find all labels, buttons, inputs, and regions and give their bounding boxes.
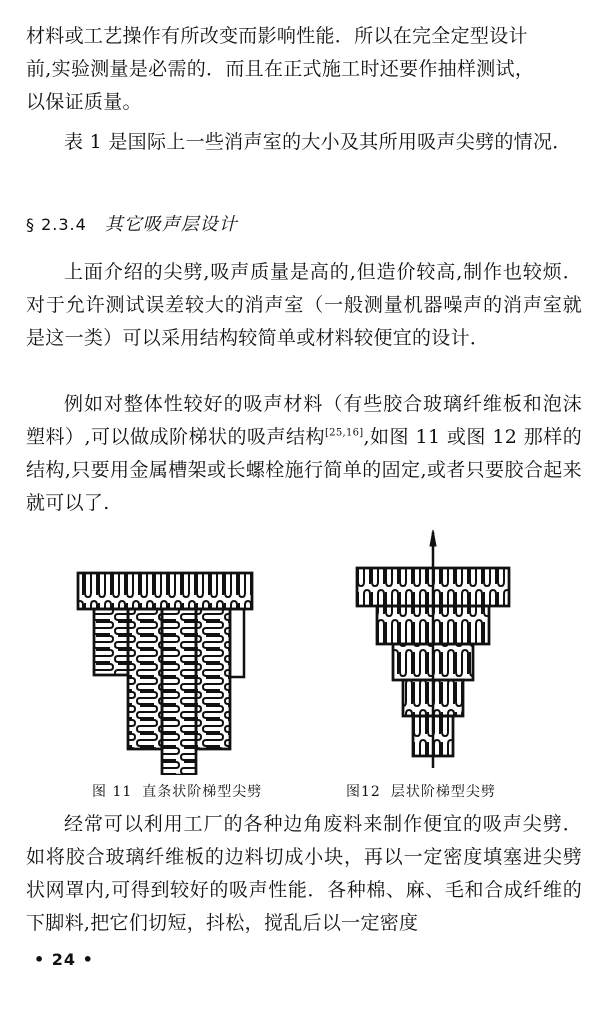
example-paragraph bbox=[26, 388, 582, 520]
table-note-paragraph: 表 1 是国际上一些消声室的大小及其所用吸声尖劈的情况． bbox=[64, 131, 572, 153]
figure-11-caption-text: 直条状阶梯型尖劈 bbox=[142, 784, 263, 800]
page-number: • 24 • bbox=[34, 950, 94, 969]
figure-12-id: 图12 bbox=[346, 784, 381, 800]
figure-12-caption-text: 层状阶梯型尖劈 bbox=[390, 784, 496, 800]
example-text-before-ref: 例如对整体性较好的吸声材料（有些胶合玻璃纤维板和泡沫塑料）,可以做成阶梯状的吸声结构 bbox=[26, 393, 582, 448]
figure-11-drawing bbox=[70, 565, 260, 775]
section-heading bbox=[26, 208, 582, 241]
top-paragraph-line-2: 前,实验测量是必需的．而且在正式施工时还要作抽样测试， bbox=[26, 58, 535, 80]
top-paragraph-line-1: 材料或工艺操作有所改变而影响性能．所以在完全定型设计 bbox=[26, 25, 528, 47]
section-number: § 2.3.4 bbox=[26, 215, 87, 234]
last-paragraph: 经常可以利用工厂的各种边角废料来制作便宜的吸声尖劈．如将胶合玻璃纤维板的边料切成小块，再以一定密度填塞进尖劈状网罩内,可得到较好的吸声性能．各种棉、麻、毛和合成纤维的下脚料,把它们切短，抖松，搅乱后以一定密度 bbox=[26, 813, 582, 934]
figure-12-outline bbox=[357, 530, 509, 768]
intro-paragraph: 上面介绍的尖劈,吸声质量是高的,但造价较高,制作也较烦．对于允许测试误差较大的消声室（一般测量机器噪声的消声室就是这一类）可以采用结构较简单或材料较便宜的设计． bbox=[26, 261, 582, 349]
figure-11-caption bbox=[92, 782, 262, 802]
figure-11-outline bbox=[78, 573, 252, 775]
citation-reference: [25,16] bbox=[324, 427, 364, 439]
top-paragraph-line-3: 以保证质量。 bbox=[26, 91, 142, 113]
example-text-after-ref: ,如图 11 或图 12 那样的结构,只要用金属槽架或长螺栓施行简单的固定,或者只要胶合起来就可以了. bbox=[26, 426, 582, 514]
figure-11-id: 图 11 bbox=[92, 784, 133, 800]
section-title: 其它吸声层设计 bbox=[104, 214, 238, 235]
figure-12-caption bbox=[346, 782, 496, 802]
top-paragraph bbox=[26, 20, 582, 119]
figure-12-drawing bbox=[343, 528, 523, 774]
